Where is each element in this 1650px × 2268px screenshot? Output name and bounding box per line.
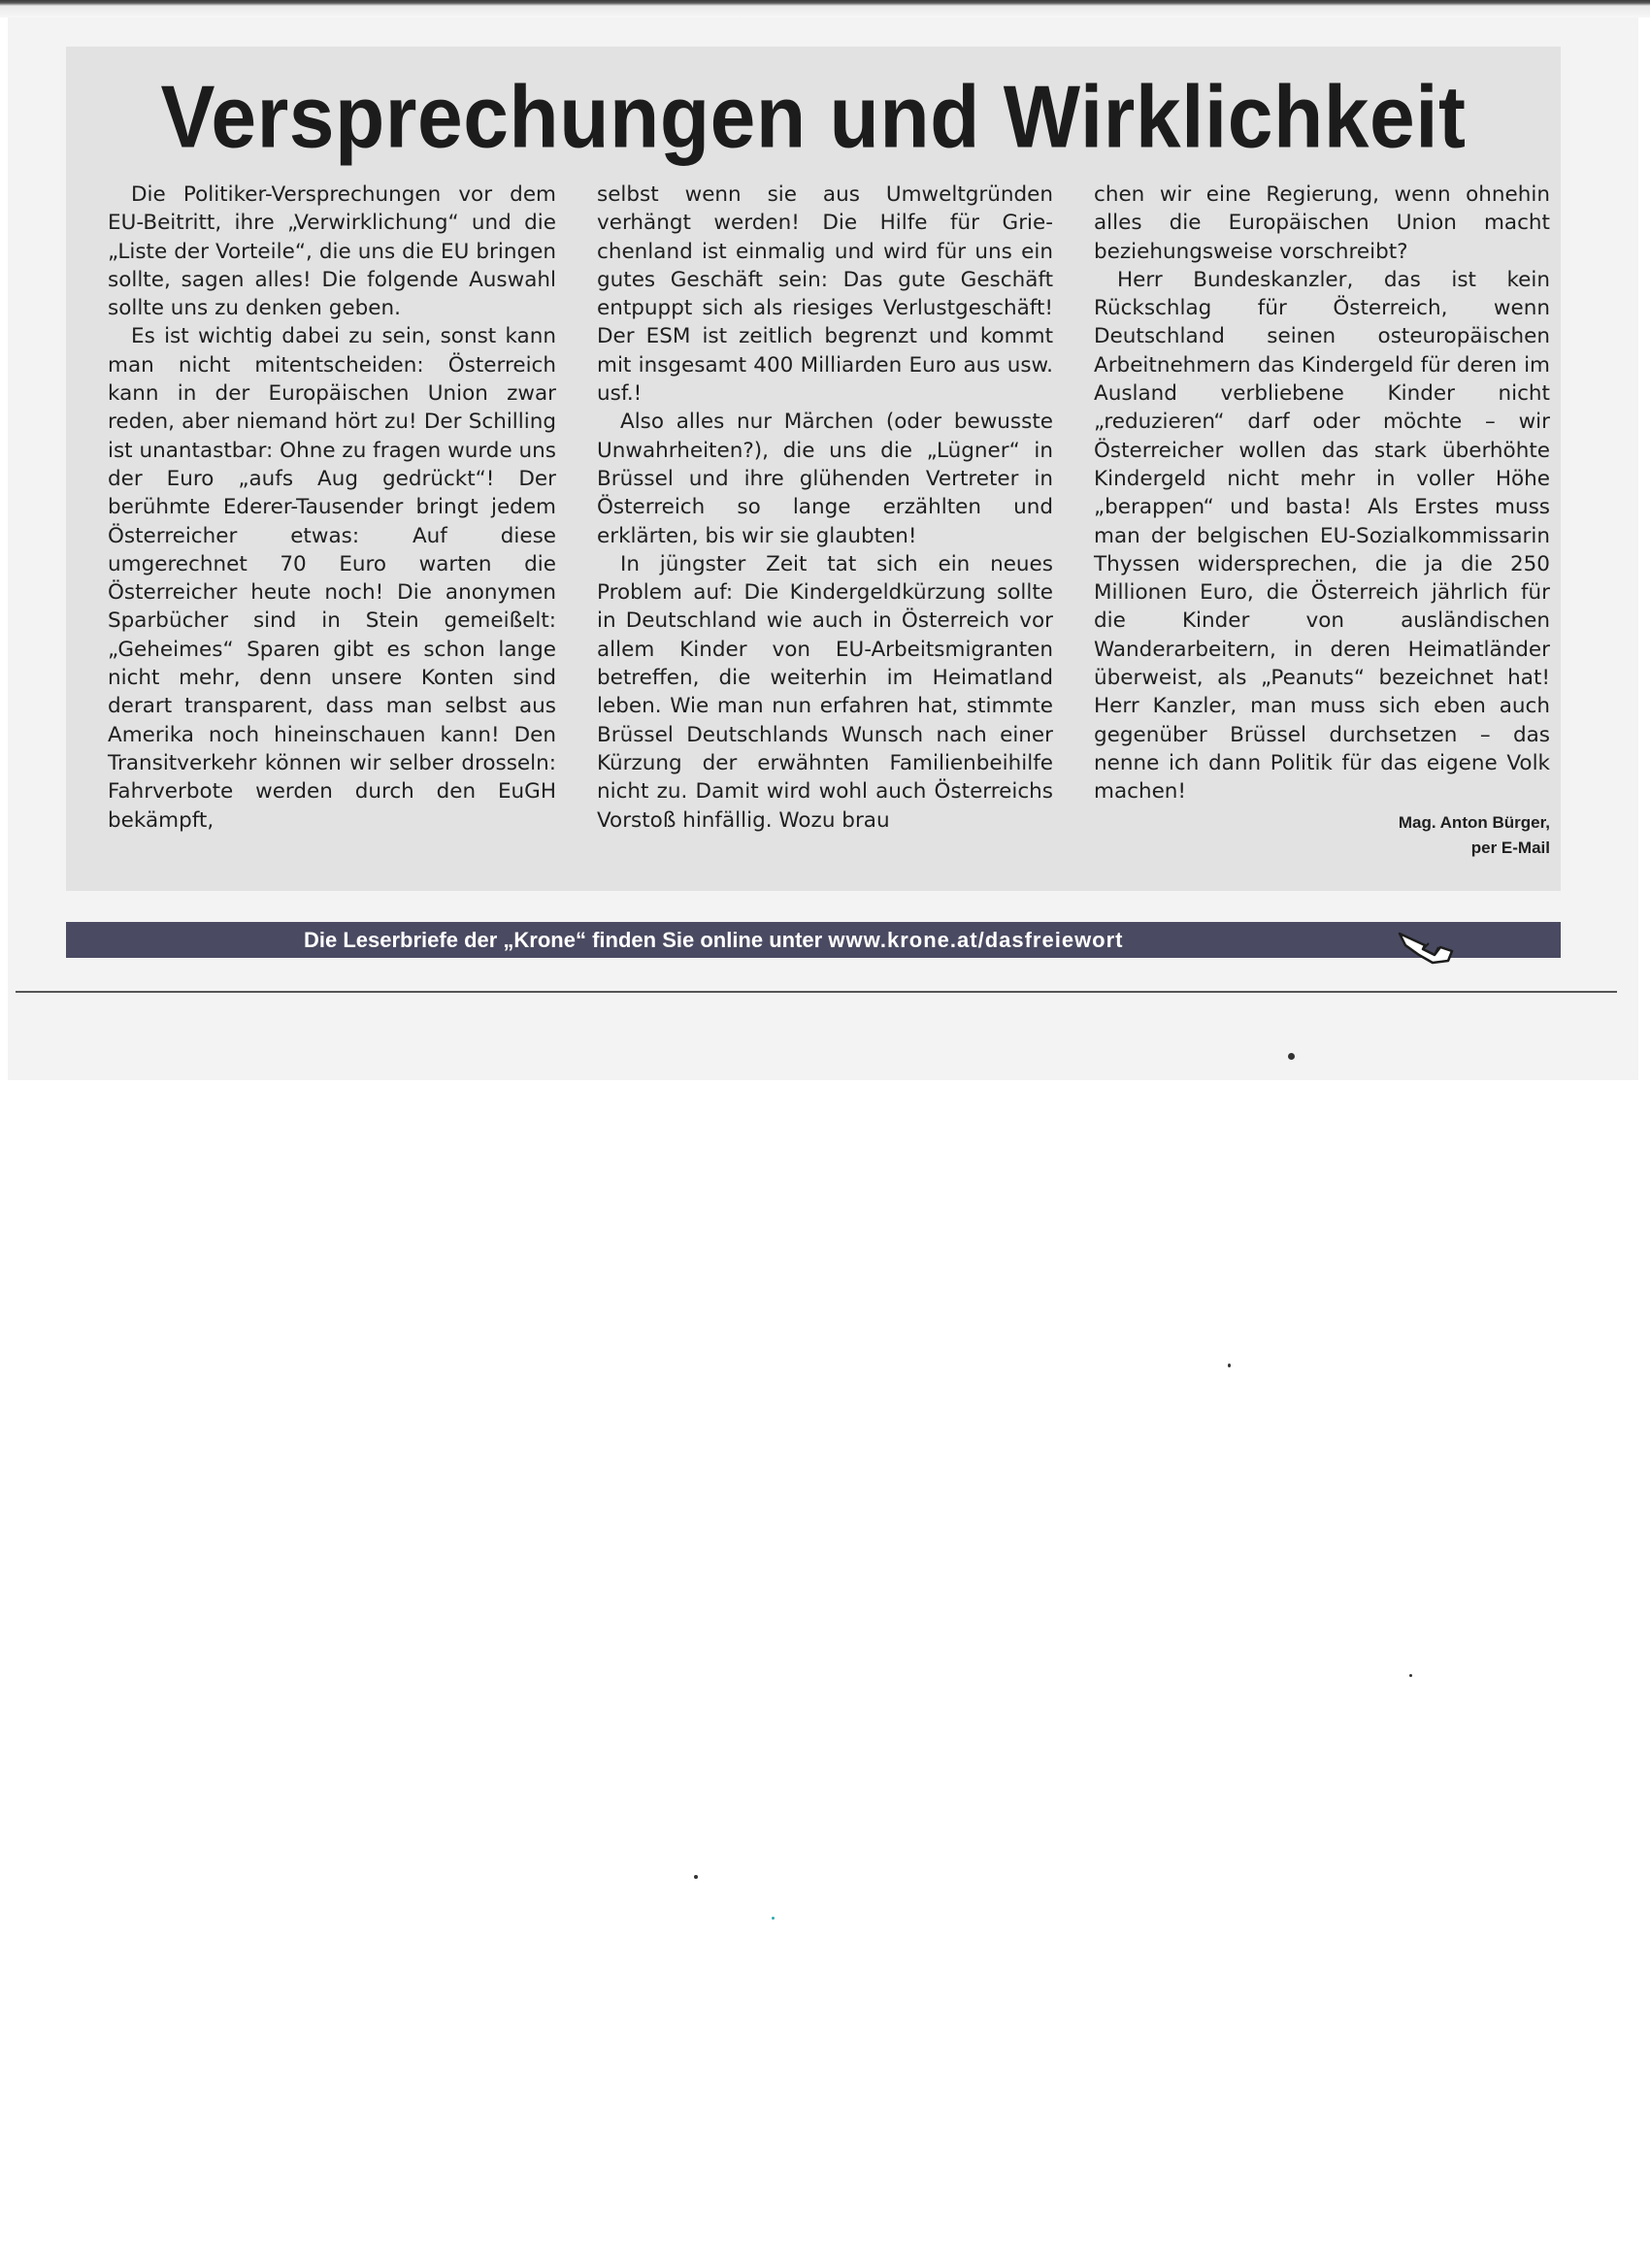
author-via: per E-Mail [1470,838,1550,857]
article-columns [108,181,1549,879]
scan-speck [1409,1674,1412,1677]
article-paragraph: selbst wenn sie aus Umweltgründen verhängt werden! Die Hilfe für Griechenland ist einmalig und wird für uns ein gutes Geschäft sein: Das gute Geschäft entpuppt sich als riesiges Verlustgeschäft! Der ESM ist zeitlich begrenzt und kommt mit insgesamt 400 Milliarden Euro aus usw. usf.! [597,182,1053,407]
scan-speck [772,1917,775,1920]
article-paragraph: In jüngster Zeit tat sich ein neues Problem auf: Die Kindergeldkürzung sollte in Deutschland wie auch in Österreich vor allem Kinder von EU-Arbeitsmigranten betreffen, die weiterhin im Heimatland leben. Wie man nun erfahren hat, stimmte Brüssel Deutschlands Wunsch nach einer Kürzung der erwähnten Familienbeihilfe nicht zu. Damit wird wohl auch Österreichs Vorstoß hinfällig. Wozu brau [597,551,1053,833]
author-name: Mag. Anton Bürger, [1398,812,1550,832]
scan-speck [694,1875,698,1879]
scan-speck [1228,1364,1231,1367]
article-paragraph: Die Politiker-Versprechungen vor dem EU-Beitritt, ihre „Verwirklichung“ und die „Liste der Vorteile“, die uns die EU bringen sollte, sagen alles! Die folgende Auswahl sollte uns zu denken geben. [108,182,556,321]
footer-label: Die Leserbriefe der „Krone“ finden Sie online unter [304,928,823,952]
article-column-2 [597,181,1053,879]
article-column-3 [1094,181,1550,879]
article-paragraph: Herr Bundeskanzler, das ist kein Rückschlag für Österreich, wenn Deutschland seinen osteuropäischen Arbeitnehmern das Kindergeld für deren im Ausland verbliebene Kinder nicht „reduzieren“ darf oder möchte – wir Österreicher wollen das stark überhöhte Kindergeld nicht mehr in voller Höhe „berappen“ und basta! Als Erstes muss man der belgischen EU-Sozialkommissarin Thyssen widersprechen, die ja die 250 Millionen Euro, die Österreich jährlich für die Kinder von ausländischen Wanderarbeitern, in deren Heimatländer überweist, als „Peanuts“ bezeichnet hat! Herr Kanzler, man muss sich eben auch gegenüber Brüssel durchsetzen – das nenne ich dann Politik für das eigene Volk machen! [1094,267,1550,805]
article-paragraph: Es ist wichtig dabei zu sein, sonst kann man nicht mitentscheiden: Österreich kann in der Europäischen Union zwar reden, aber niemand hört zu! Der Schilling ist unantastbar: Ohne zu fragen wurde uns der Euro „aufs Aug gedrückt“! Der berühmte Ederer-Tausender bringt jedem Österreicher etwas: Auf diese umgerechnet 70 Euro warten die Österreicher heute noch! Die anonymen Sparbücher sind in Stein gemeißelt: „Geheimes“ Sparen gibt es schon lange nicht mehr, denn unsere Konten sind derart transparent, dass man selbst aus Amerika noch hineinschauen kann! Den Transitverkehr können wir selber drosseln: Fahrverbote werden durch den EuGH bekämpft, [108,324,556,833]
footer-url-link[interactable]: www.krone.at/dasfreiewort [828,928,1124,952]
scan-speck [1288,1053,1295,1060]
article-paragraph: chen wir eine Regierung, wenn ohnehin alles die Europäischen Union macht beziehungsweise vorschreibt? [1094,182,1550,264]
newspaper-page [8,17,1638,1080]
section-divider [16,991,1617,993]
footer-band [66,922,1561,958]
article-paragraph: Also alles nur Märchen (oder bewusste Unwahrheiten?), die uns die „Lügner“ in Brüssel und ihre glühenden Vertreter in Österreich so lange erzählten und erklärten, bis wir sie glaubten! [597,410,1053,548]
pointing-hand-icon [1396,926,1458,965]
article-column-1 [108,181,556,879]
article-headline: Versprechungen und Wirklichkeit [160,67,1467,166]
author-signature [1094,810,1550,861]
scan-top-edge [0,0,1650,17]
letter-to-editor-clipping [66,47,1561,891]
footer-text [304,922,1124,958]
